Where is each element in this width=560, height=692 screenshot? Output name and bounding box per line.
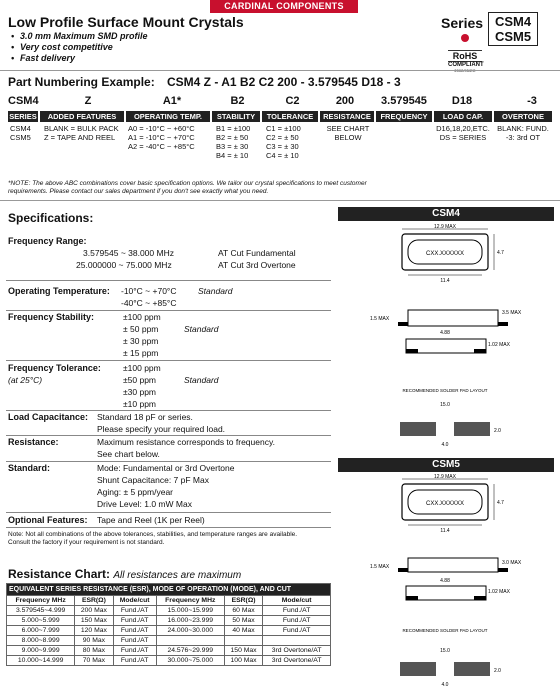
op-temp-label: Operating Temperature: (8, 286, 110, 296)
tolerance-sub: (at 25°C) (8, 375, 43, 385)
dim-side-height: 3.5 MAX (502, 310, 522, 316)
resistance-chart-heading (8, 567, 241, 581)
tolerance-value: ±100 ppm (123, 363, 161, 373)
solder-label: RECOMMENDED SOLDER PAD LAYOUT (402, 388, 488, 393)
freq-range-cut: AT Cut Fundamental (218, 248, 296, 258)
pn-example-label: Part Numbering Example: (8, 75, 155, 89)
load-cap-value: Please specify your required load. (97, 424, 226, 434)
divider (6, 280, 331, 281)
marking-text: CXX.XXXXXX (425, 501, 465, 507)
cell: Fund./AT (263, 616, 331, 626)
csm5-dim-header: CSM5 (338, 458, 554, 472)
divider (6, 461, 331, 462)
pn-series-val: CSM5 (10, 133, 31, 142)
side-view (408, 558, 498, 572)
cell: Fund./AT (113, 616, 156, 626)
pn-part: Z (84, 95, 92, 107)
pad (406, 596, 418, 600)
stability-value: ± 50 ppm (123, 324, 159, 334)
table-row (7, 636, 331, 646)
series-label: Series (441, 15, 484, 31)
lead (398, 568, 408, 572)
pn-header: ADDED FEATURES (40, 111, 124, 122)
dim-pad-gap: 4.0 (441, 682, 449, 688)
dim-pad-len: 15.0 (440, 648, 450, 654)
tolerance-label: Frequency Tolerance: (8, 363, 101, 373)
cell: 80 Max (75, 646, 113, 656)
tolerance-value: ±30 ppm (123, 387, 157, 397)
cell: 3.579545~4.999 (7, 606, 75, 616)
dim-pad-gap: 4.0 (441, 442, 449, 448)
col-header: Mode/cut (113, 596, 156, 606)
pn-temp-val: A0 = -10°C ~ +60°C (128, 124, 195, 133)
table-row (7, 656, 331, 666)
freq-range-value: 3.579545 ~ 38.000 MHz (83, 248, 174, 258)
resistance-chart-sub: All resistances are maximum (113, 570, 242, 581)
table-row (7, 626, 331, 636)
resistance-label: Resistance: (8, 437, 59, 447)
standard-label: Standard: (8, 463, 51, 473)
standard-value: Drive Level: 1.0 mW Max (97, 499, 192, 509)
pn-part: A1* (162, 95, 182, 107)
pn-tol-val: C2 = ± 50 (266, 133, 299, 142)
cell (224, 636, 262, 646)
table-row (7, 646, 331, 656)
feature-item: • Fast delivery (20, 53, 75, 63)
dim-body: 11.4 (440, 278, 450, 284)
dim-side-lead: 1.5 MAX (370, 564, 390, 570)
optional-label: Optional Features: (8, 515, 88, 525)
pn-part: B2 (230, 95, 245, 107)
standard-value: Shunt Capacitance: 7 pF Max (97, 475, 209, 485)
pad (406, 349, 418, 353)
pn-header: SERIES (9, 112, 37, 121)
pn-stab-val: B4 = ± 10 (216, 151, 249, 160)
pn-feature-val: Z = TAPE AND REEL (44, 133, 116, 142)
dim-pad-w: 4.88 (440, 578, 450, 584)
pn-load-val: DS = SERIES (439, 133, 487, 142)
col-header: ESR(Ω) (224, 596, 262, 606)
lead (498, 568, 508, 572)
pn-feature-val: BLANK = BULK PACK (44, 124, 119, 133)
pn-header: OVERTONE (494, 111, 552, 122)
load-cap-label: Load Capacitance: (8, 412, 89, 422)
cell: 3rd Overtone/AT (263, 646, 331, 656)
pn-header: STABILITY (212, 111, 260, 122)
table-row (7, 616, 331, 626)
pn-part: D18 (451, 95, 473, 107)
resistance-table (6, 583, 331, 666)
table-row (7, 606, 331, 616)
cell: Fund./AT (263, 606, 331, 616)
stability-value: ± 30 ppm (123, 336, 159, 346)
pn-load-val: D16,18,20,ETC. (436, 124, 490, 133)
cell: Fund./AT (113, 626, 156, 636)
cell: 5.000~5.999 (7, 616, 75, 626)
solder-pad (454, 662, 490, 676)
cell: 150 Max (224, 646, 262, 656)
cell (263, 636, 331, 646)
standard-value: Mode: Fundamental or 3rd Overtone (97, 463, 235, 473)
pn-temp-val: A1 = -10°C ~ +70°C (128, 133, 195, 142)
cell: 15.000~15.999 (156, 606, 224, 616)
stability-value: ± 15 ppm (123, 348, 159, 358)
tolerance-value: ±10 ppm (123, 399, 157, 409)
cell: 10.000~14.999 (7, 656, 75, 666)
cell: Fund./AT (113, 656, 156, 666)
pad (474, 596, 486, 600)
col-header: Frequency MHz (156, 596, 224, 606)
divider (6, 310, 331, 311)
pn-part: 200 (335, 95, 355, 107)
standard-value: Aging: ± 5 ppm/year (97, 487, 174, 497)
stability-value: ±100 ppm (123, 312, 161, 322)
pn-tol-val: C1 = ±100 (266, 124, 301, 133)
col-header: Mode/cut (263, 596, 331, 606)
col-header: Frequency MHz (7, 596, 75, 606)
cell: 30.000~75.000 (156, 656, 224, 666)
dim-height: 4.7 (497, 500, 504, 506)
cell: 24.576~29.999 (156, 646, 224, 656)
dim-body: 11.4 (440, 528, 450, 534)
lead (498, 322, 508, 326)
dim-side-lead: 1.5 MAX (370, 316, 390, 322)
pn-header: LOAD CAP. (434, 111, 492, 122)
cell: 70 Max (75, 656, 113, 666)
tolerance-value: ±50 ppm (123, 375, 157, 385)
pn-header: TOLERANCE (262, 111, 318, 122)
op-temp-value: -40°C ~ +85°C (121, 298, 177, 308)
op-temp-standard: Standard (198, 286, 233, 296)
cell: 8.000~8.999 (7, 636, 75, 646)
cell: 100 Max (224, 656, 262, 666)
dim-pad-len: 15.0 (440, 402, 450, 408)
load-cap-value: Standard 18 pF or series. (97, 412, 193, 422)
csm4-dimension-drawing (338, 222, 554, 454)
cell: Fund./AT (113, 646, 156, 656)
cell: 60 Max (224, 606, 262, 616)
dim-pad-ht: 2.0 (494, 428, 501, 434)
pn-res-val: BELOW (334, 133, 362, 142)
stability-label: Frequency Stability: (8, 312, 95, 322)
cell: 3rd Overtone/AT (263, 656, 331, 666)
pn-header: RESISTANCE (320, 111, 374, 122)
dim-pad-ht: 2.0 (494, 668, 501, 674)
divider (6, 435, 331, 436)
cell: 9.000~9.999 (7, 646, 75, 656)
dim-height: 4.7 (497, 250, 504, 256)
divider (6, 410, 331, 411)
divider (0, 70, 560, 71)
cell: 150 Max (75, 616, 113, 626)
cell: Fund./AT (113, 606, 156, 616)
lead (398, 322, 408, 326)
pb-free-icon (461, 34, 469, 42)
resistance-value: See chart below. (97, 449, 160, 459)
solder-label: RECOMMENDED SOLDER PAD LAYOUT (402, 628, 488, 633)
pn-header: OPERATING TEMP. (126, 111, 210, 122)
pn-series-val: CSM4 (10, 124, 31, 133)
side-view (408, 310, 498, 326)
cell: 50 Max (224, 616, 262, 626)
rohs-badge (448, 34, 482, 66)
pn-header: FREQUENCY (376, 111, 432, 122)
solder-pad (400, 662, 436, 676)
divider (6, 360, 331, 361)
pn-stab-val: B3 = ± 30 (216, 142, 249, 151)
divider (6, 527, 331, 528)
pn-stab-val: B1 = ±100 (216, 124, 251, 133)
col-header: ESR(Ω) (75, 596, 113, 606)
cell: 40 Max (224, 626, 262, 636)
dim-side-height: 3.0 MAX (502, 560, 522, 566)
freq-range-cut: AT Cut 3rd Overtone (218, 260, 296, 270)
rohs-sub: COMPLIANT (448, 62, 484, 68)
pn-tol-val: C4 = ± 10 (266, 151, 299, 160)
resistance-table-title: EQUIVALENT SERIES RESISTANCE (ESR), MODE OF OPERATION (MODE), AND CUT (7, 584, 331, 596)
divider (0, 200, 560, 201)
dim-pad-w: 4.88 (440, 330, 450, 336)
cell: Fund./AT (113, 636, 156, 646)
pn-stab-val: B2 = ± 50 (216, 133, 249, 142)
cell: 16.000~23.999 (156, 616, 224, 626)
pn-part: C2 (285, 95, 300, 107)
dim-width: 12.9 MAX (434, 474, 456, 480)
cell: 90 Max (75, 636, 113, 646)
brand-banner: CARDINAL COMPONENTS (210, 0, 358, 13)
rohs-label: RoHS (448, 50, 482, 62)
cell: 6.000~7.999 (7, 626, 75, 636)
cell (156, 636, 224, 646)
csm5-dimension-drawing (338, 472, 554, 692)
divider (6, 512, 331, 513)
op-temp-value: -10°C ~ +70°C (121, 286, 177, 296)
cell: 120 Max (75, 626, 113, 636)
tolerance-standard: Standard (184, 375, 219, 385)
pn-part: -3 (527, 95, 537, 107)
solder-pad (400, 422, 436, 436)
pn-part: 3.579545 (381, 95, 427, 107)
csm4-dim-header: CSM4 (338, 207, 554, 221)
cell: 24.000~30.000 (156, 626, 224, 636)
dim-pad-height: 1.02 MAX (488, 589, 510, 595)
page-title: Low Profile Surface Mount Crystals (8, 14, 244, 30)
pn-ot-val: BLANK: FUND. (497, 124, 549, 133)
pn-res-val: SEE CHART (326, 124, 370, 133)
spec-heading: Specifications: (8, 211, 94, 225)
pn-tol-val: C3 = ± 30 (266, 142, 299, 151)
optional-value: Tape and Reel (1K per Reel) (97, 515, 205, 525)
cell: 200 Max (75, 606, 113, 616)
solder-pad (454, 422, 490, 436)
dim-pad-height: 1.02 MAX (488, 342, 510, 348)
resistance-value: Maximum resistance corresponds to frequency. (97, 437, 275, 447)
feature-item: • 3.0 mm Maximum SMD profile (20, 31, 148, 41)
pn-example-code: CSM4 Z - A1 B2 C2 200 - 3.579545 D18 - 3 (167, 75, 401, 89)
spec-note: Note: Not all combinations of the above tolerances, stabilities, and temperature ranges are available. Consult the factory if your requirement is not standard. (8, 531, 298, 546)
dim-width: 12.9 MAX (434, 224, 456, 230)
series-box (488, 12, 538, 46)
freq-range-label: Frequency Range: (8, 236, 87, 246)
stability-standard: Standard (184, 324, 219, 334)
combo-note: *NOTE: The above ABC combinations cover basic specification options. We tailor our crystal specifications to meet customer requirements. Please contact our sales department if you don't see exactly what you need. (8, 180, 367, 195)
series-model: CSM5 (494, 29, 532, 44)
pn-temp-val: A2 = -40°C ~ +85°C (128, 142, 195, 151)
series-model: CSM4 (494, 14, 532, 29)
resistance-chart-title: Resistance Chart: (8, 567, 111, 581)
pn-ot-val: -3: 3rd OT (505, 133, 541, 142)
pn-part: CSM4 (8, 95, 39, 107)
marking-text: CXX.XXXXXX (425, 251, 465, 257)
cell: Fund./AT (263, 626, 331, 636)
pad (474, 349, 486, 353)
feature-item: • Very cost competitive (20, 42, 113, 52)
freq-range-value: 25.000000 ~ 75.000 MHz (76, 260, 172, 270)
